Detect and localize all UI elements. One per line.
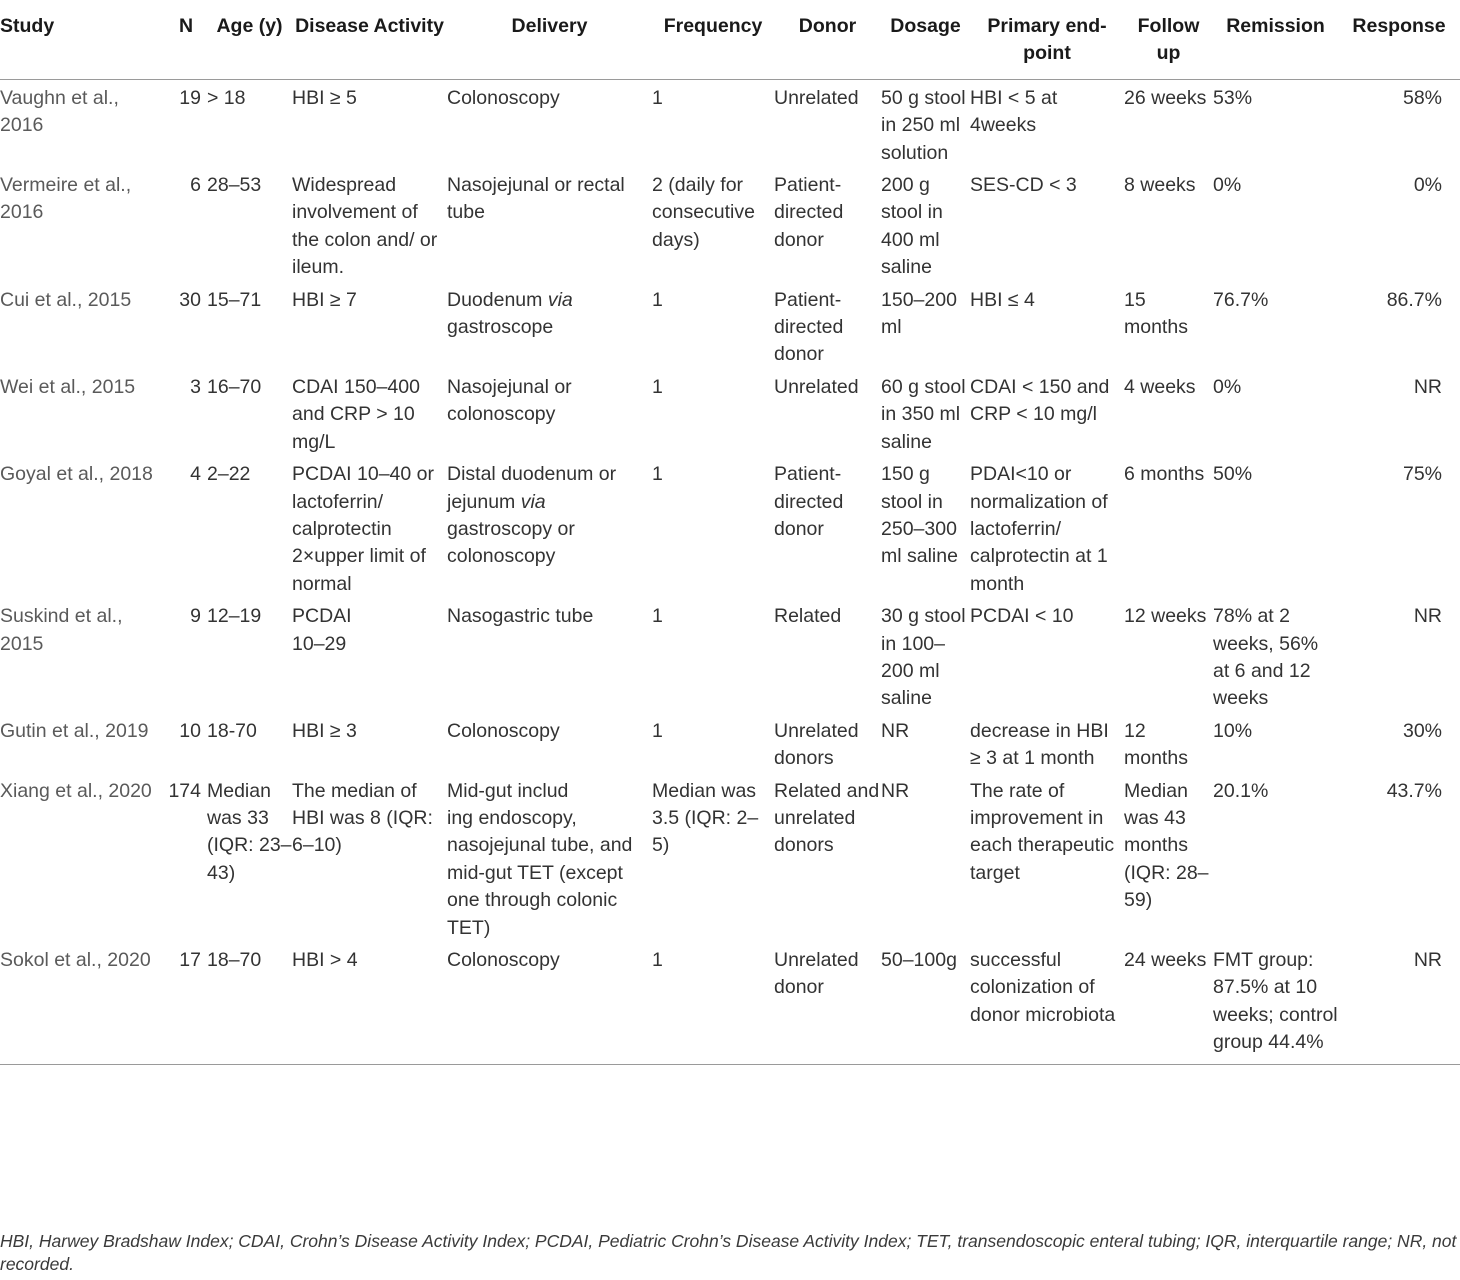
cell-n: 174	[168, 779, 201, 802]
cell-n: 17	[165, 942, 207, 1064]
header-disease-activity: Disease Activity	[292, 0, 447, 79]
cell-dosage: 150–200 ml	[881, 288, 957, 339]
cell-delivery: Colonoscopy	[447, 719, 560, 742]
cell-age: 28–53	[207, 174, 262, 197]
cell-donor: Patient-directed donor	[774, 463, 844, 540]
cell-remission: 10%	[1213, 719, 1253, 742]
cell-age: 15–71	[207, 288, 262, 311]
header-primary-endpoint: Primary end-point	[970, 0, 1124, 79]
cell-dosage: 50 g stool in 250 ml solution	[881, 86, 966, 164]
cell-dosage: 30 g stool in 100–200 ml saline	[881, 605, 966, 710]
activity-line-1: PCDAI	[292, 605, 352, 628]
header-row	[0, 0, 1460, 79]
header-age: Age (y)	[207, 0, 292, 79]
cell-frequency: 1	[652, 463, 663, 486]
cell-study: Vermeire et al., 2016	[0, 174, 132, 224]
table-row	[0, 282, 1460, 369]
cell-delivery: Colonoscopy	[447, 942, 652, 1064]
cell-remission: 50%	[1213, 463, 1253, 486]
cell-donor: Unrelated	[774, 86, 859, 109]
table-row	[0, 167, 1460, 282]
cell-followup: 12 months	[1124, 719, 1188, 770]
delivery-text-via: via	[547, 288, 573, 311]
cell-delivery	[447, 282, 652, 369]
header-frequency: Frequency	[652, 0, 774, 79]
cell-response: NR	[1413, 605, 1442, 628]
table-row	[0, 79, 1460, 167]
cell-dosage: 150 g stool in 250–300 ml saline	[881, 463, 958, 568]
cell-response: 75%	[1402, 463, 1442, 486]
cell-frequency: 1	[652, 719, 663, 742]
cell-dosage: NR	[881, 719, 910, 742]
cell-age: 12–19	[207, 605, 262, 628]
cell-donor: Patient-directed donor	[774, 174, 844, 251]
cell-n: 4	[190, 463, 201, 486]
cell-endpoint: PCDAI < 10	[970, 605, 1074, 628]
cell-n: 3	[190, 375, 201, 398]
cell-n: 19	[179, 86, 201, 109]
cell-delivery	[447, 773, 652, 942]
cell-remission: 76.7%	[1213, 288, 1269, 311]
delivery-line-1: Mid-gut includ	[447, 779, 569, 802]
table-footnote: HBI, Harwey Bradshaw Index; CDAI, Crohn’s Disease Activity Index; PCDAI, Pediatric Crohn’s Disease Activity Index; TET, transendoscopic enteral tubing; IQR, interquartile range; NR, not recorded.	[0, 1231, 1457, 1274]
cell-study: Wei et al., 2015	[0, 375, 136, 398]
cell-delivery: Nasojejunal or colonoscopy	[447, 375, 572, 426]
cell-endpoint: CDAI < 150 and CRP < 10 mg/l	[970, 375, 1110, 426]
cell-age: 18–70	[207, 942, 292, 1064]
cell-dosage: 60 g stool in 350 ml saline	[881, 375, 966, 453]
delivery-text-pre: Duodenum	[447, 288, 548, 311]
delivery-text-via: via	[520, 490, 546, 513]
cell-endpoint: The rate of improvement in each therapeutic target	[970, 779, 1115, 884]
cell-study: Xiang et al., 2020	[0, 779, 152, 802]
cell-activity: PCDAI 10–40 or lactoferrin/ calprotectin 2×upper limit of normal	[292, 463, 434, 595]
cell-remission: FMT group: 87.5% at 10 weeks; control group 44.4%	[1213, 942, 1338, 1064]
cell-delivery: Nasogastric tube	[447, 605, 594, 628]
header-dosage: Dosage	[881, 0, 970, 79]
header-study: Study	[0, 0, 165, 79]
cell-donor: Related and unrelated donors	[774, 779, 880, 857]
cell-remission: 0%	[1213, 174, 1242, 197]
cell-followup: Median was 43 months (IQR: 28–59)	[1124, 779, 1209, 912]
cell-followup: 26 weeks	[1124, 86, 1207, 109]
cell-endpoint: HBI < 5 at 4weeks	[970, 86, 1058, 137]
cell-remission: 78% at 2 weeks, 56% at 6 and 12 weeks	[1213, 605, 1319, 710]
table-row	[0, 598, 1460, 713]
cell-study: Cui et al., 2015	[0, 288, 132, 311]
cell-response: NR	[1338, 942, 1460, 1064]
cell-donor: Related	[774, 605, 842, 628]
cell-donor: Unrelated donors	[774, 719, 859, 770]
delivery-text-post: gastroscopy or colonoscopy	[447, 517, 575, 568]
cell-activity: HBI > 4	[292, 942, 447, 1064]
cell-activity: HBI ≥ 5	[292, 86, 357, 109]
delivery-text-post: gastroscope	[447, 316, 554, 339]
cell-endpoint: HBI ≤ 4	[970, 288, 1035, 311]
cell-response: NR	[1413, 375, 1442, 398]
cell-n: 9	[190, 605, 201, 628]
cell-n: 30	[179, 288, 201, 311]
cell-endpoint: successful colonization of donor microbiota	[970, 942, 1124, 1064]
activity-line-2: 10–29	[292, 632, 347, 655]
delivery-line-2: ing endoscopy, nasojejunal tube, and mid-gut TET (except one through colonic TET)	[447, 806, 633, 939]
cell-donor: Patient-directed donor	[774, 288, 844, 366]
cell-activity: HBI ≥ 7	[292, 288, 357, 311]
cell-endpoint: PDAI<10 or normalization of lactoferrin/ calprotectin at 1 month	[970, 463, 1108, 595]
cell-endpoint: SES-CD < 3	[970, 174, 1077, 197]
cell-frequency: 1	[652, 375, 663, 398]
cell-age: > 18	[207, 86, 246, 109]
cell-endpoint: decrease in HBI ≥ 3 at 1 month	[970, 719, 1109, 770]
cell-activity: The median of HBI was 8 (IQR: 6–10)	[292, 779, 433, 857]
cell-followup: 24 weeks	[1124, 942, 1213, 1064]
cell-age: 18-70	[207, 719, 257, 742]
cell-age: 16–70	[207, 375, 262, 398]
cell-study: Goyal et al., 2018	[0, 463, 153, 486]
cell-frequency: 1	[652, 942, 774, 1064]
cell-frequency: 1	[652, 288, 663, 311]
header-delivery: Delivery	[447, 0, 652, 79]
cell-activity	[292, 598, 447, 713]
cell-study: Suskind et al., 2015	[0, 605, 123, 655]
header-remission: Remission	[1213, 0, 1338, 79]
cell-response: 30%	[1402, 719, 1442, 742]
cell-age: 2–22	[207, 463, 251, 486]
table-row	[0, 942, 1460, 1064]
cell-dosage: 200 g stool in 400 ml saline	[881, 174, 943, 279]
cell-remission: 0%	[1213, 375, 1242, 398]
cell-response: 43.7%	[1386, 779, 1442, 802]
cell-followup: 4 weeks	[1124, 375, 1196, 398]
cell-frequency: 2 (daily for consecutive days)	[652, 174, 755, 251]
cell-delivery: Colonoscopy	[447, 86, 560, 109]
cell-response: 58%	[1402, 86, 1442, 109]
cell-frequency: Median was 3.5 (IQR: 2–5)	[652, 779, 759, 857]
cell-followup: 6 months	[1124, 463, 1205, 486]
cell-study: Gutin et al., 2019	[0, 719, 149, 742]
cell-response: 0%	[1413, 174, 1442, 197]
cell-age: Median was 33 (IQR: 23–43)	[207, 779, 292, 884]
table-row	[0, 773, 1460, 942]
header-donor: Donor	[774, 0, 881, 79]
cell-activity: Widespread involvement of the colon and/ or ileum.	[292, 174, 438, 279]
cell-dosage: 50–100g	[881, 942, 970, 1064]
cell-donor: Unrelated	[774, 375, 859, 398]
cell-delivery: Nasojejunal or rectal tube	[447, 174, 625, 224]
cell-dosage: NR	[881, 779, 910, 802]
cell-n: 6	[190, 174, 201, 197]
table-row	[0, 369, 1460, 456]
cell-followup: 15 months	[1124, 288, 1188, 339]
header-n: N	[165, 0, 207, 79]
cell-donor: Unrelated donor	[774, 942, 881, 1064]
cell-delivery	[447, 456, 652, 598]
table-row	[0, 456, 1460, 598]
cell-remission: 53%	[1213, 86, 1253, 109]
cell-activity: HBI ≥ 3	[292, 719, 357, 742]
cell-frequency: 1	[652, 86, 663, 109]
table-row	[0, 713, 1460, 773]
cell-response: 86.7%	[1386, 288, 1442, 311]
cell-activity: CDAI 150–400 and CRP > 10 mg/L	[292, 375, 420, 453]
cell-followup: 8 weeks	[1124, 174, 1196, 197]
cell-n: 10	[179, 719, 201, 742]
cell-frequency: 1	[652, 605, 663, 628]
cell-remission: 20.1%	[1213, 779, 1269, 802]
header-response: Response	[1338, 0, 1460, 79]
delivery-text-pre: Distal duodenum or jejunum	[447, 463, 617, 513]
cell-study: Vaughn et al., 2016	[0, 86, 119, 137]
cell-study: Sokol et al., 2020	[0, 942, 165, 1064]
header-follow-up: Follow up	[1124, 0, 1213, 79]
cell-followup: 12 weeks	[1124, 605, 1207, 628]
